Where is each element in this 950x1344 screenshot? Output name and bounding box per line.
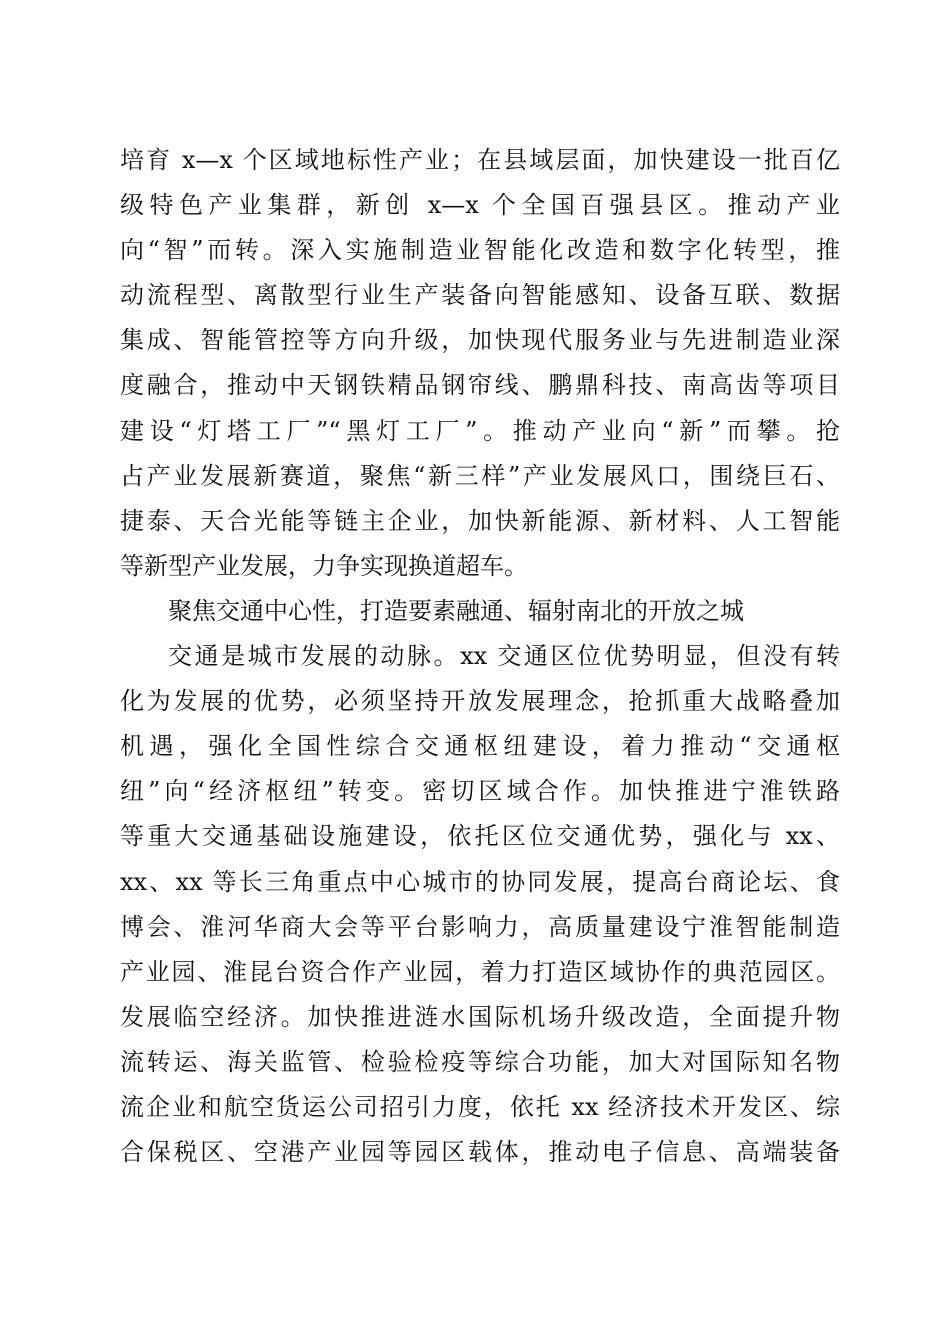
text-line: 向“智”而转。深入实施制造业智能化改造和数字化转型，推	[120, 236, 840, 265]
text-line: 化为发展的优势，必须坚持开放发展理念，抢抓重大战略叠加	[120, 687, 840, 716]
text-line: 级特色产业集群，新创 x—x 个全国百强县区。推动产业	[120, 191, 840, 220]
text-line: 合保税区、空港产业园等园区载体，推动电子信息、高端装备	[120, 1138, 840, 1167]
text-line: 捷泰、天合光能等链主企业，加快新能源、新材料、人工智能	[120, 506, 840, 535]
text-line: 等重大交通基础设施建设，依托区位交通优势，强化与 xx、	[120, 822, 840, 851]
document-body	[120, 138, 840, 1175]
text-line: 等新型产业发展，力争实现换道超车。	[120, 551, 528, 580]
section-heading: 聚焦交通中心性，打造要素融通、辐射南北的开放之城	[168, 596, 744, 625]
text-line: 流企业和航空货运公司招引力度，依托 xx 经济技术开发区、综	[120, 1092, 840, 1121]
text-line: 集成、智能管控等方向升级，加快现代服务业与先进制造业深	[120, 326, 840, 355]
text-line: 纽”向“经济枢纽”转变。密切区域合作。加快推进宁淮铁路	[120, 777, 840, 806]
text-line: 产业园、淮昆台资合作产业园，着力打造区域协作的典范园区。	[120, 957, 840, 986]
text-line: 占产业发展新赛道，聚焦“新三样”产业发展风口，围绕巨石、	[120, 461, 840, 490]
text-line: 建设“灯塔工厂”“黑灯工厂”。推动产业向“新”而攀。抢	[120, 416, 840, 445]
text-line: 动流程型、离散型行业生产装备向智能感知、设备互联、数据	[120, 281, 840, 310]
text-line: 度融合，推动中天钢铁精品钢帘线、鹏鼎科技、南高齿等项目	[120, 371, 840, 400]
text-line: 发展临空经济。加快推进涟水国际机场升级改造，全面提升物	[120, 1002, 840, 1031]
text-line: 交通是城市发展的动脉。xx 交通区位优势明显，但没有转	[168, 642, 840, 671]
text-line: 机遇，强化全国性综合交通枢纽建设，着力推动“交通枢	[120, 732, 840, 761]
text-line: 博会、淮河华商大会等平台影响力，高质量建设宁淮智能制造	[120, 912, 840, 941]
text-line: xx、xx 等长三角重点中心城市的协同发展，提高台商论坛、食	[120, 867, 840, 896]
text-line: 培育 x—x 个区域地标性产业；在县域层面，加快建设一批百亿	[120, 146, 840, 174]
text-line: 流转运、海关监管、检验检疫等综合功能，加大对国际知名物	[120, 1047, 840, 1076]
